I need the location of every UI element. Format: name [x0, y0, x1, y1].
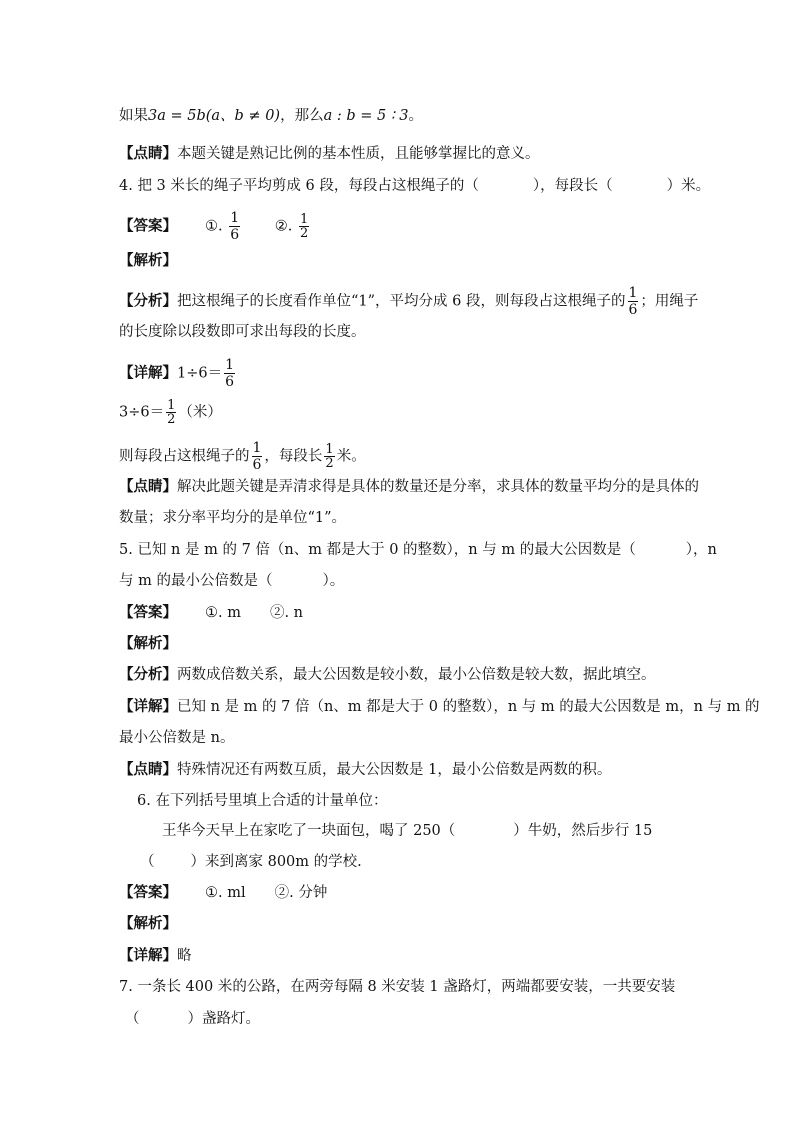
text: ；用绳子 — [640, 293, 699, 310]
text: 两数成倍数关系，最大公因数是较小数，最小公倍数是较大数，据此填空。 — [177, 667, 656, 683]
numerator: 1 — [299, 212, 309, 227]
denominator: 6 — [628, 302, 638, 318]
section-tag: 【点睛】 — [119, 478, 177, 495]
fraction — [299, 213, 309, 240]
dianjing-line — [119, 143, 540, 165]
numerator: 1 — [167, 398, 176, 413]
dianjing-4-cont — [119, 507, 346, 529]
fraction — [224, 357, 235, 390]
text: ，那么 — [280, 108, 324, 124]
question-6-cont — [140, 851, 362, 873]
text: （ — [140, 854, 155, 870]
question-6 — [137, 790, 387, 812]
text: 本题关键是熟记比例的基本性质，且能够掌握比的意义。 — [177, 146, 540, 162]
text: ），n — [685, 542, 717, 558]
answer-6 — [119, 882, 327, 904]
text: ）盏路灯。 — [187, 1011, 260, 1027]
xiangjie-6 — [119, 945, 192, 967]
numerator: 1 — [225, 357, 235, 373]
denominator: 2 — [299, 226, 309, 241]
xiangjie-5 — [119, 696, 760, 718]
section-tag: 【答案】 — [119, 884, 177, 901]
text: 最小公倍数是 n。 — [119, 730, 235, 746]
section-tag: 【详解】 — [119, 947, 177, 964]
section-tag: 【分析】 — [119, 292, 177, 310]
fraction — [324, 443, 334, 470]
jiexi-6 — [119, 913, 177, 935]
question-6-body — [162, 820, 652, 842]
numerator: 1 — [325, 442, 334, 457]
xiangjie-4-1 — [119, 357, 237, 390]
denominator: 6 — [225, 374, 235, 390]
text: 特殊情况还有两数互质，最大公因数是 1，最小公倍数是两数的积。 — [177, 762, 612, 778]
question-5-cont — [119, 570, 344, 592]
text: 米。 — [336, 448, 366, 465]
jiexi-line — [119, 250, 177, 272]
text: 把这根绳子的长度看作单位“1”，平均分成 6 段，则每段占这根绳子的 — [177, 293, 626, 310]
text: （米） — [178, 404, 222, 421]
text: ），每段长（ — [532, 178, 613, 194]
text: （ — [125, 1011, 140, 1027]
section-tag: 【点睛】 — [119, 761, 177, 778]
text: ，每段长 — [264, 448, 323, 465]
section-tag: 【解析】 — [119, 252, 177, 269]
answer-4 — [119, 210, 311, 243]
denominator: 6 — [252, 457, 262, 473]
denominator: 6 — [230, 227, 240, 243]
question-5 — [119, 539, 717, 561]
text: ）。 — [322, 573, 345, 589]
section-tag: 【解析】 — [119, 915, 177, 932]
ratio-conclusion-line — [119, 105, 423, 127]
answer-5 — [119, 602, 303, 624]
denominator: 2 — [325, 456, 334, 471]
question-7 — [119, 976, 675, 998]
text: 5. 已知 n 是 m 的 7 倍（n、m 都是大于 0 的整数），n 与 m 的最大公因数是（ — [119, 542, 636, 558]
text: 与 m 的最小公倍数是（ — [119, 573, 273, 589]
text: 略 — [177, 948, 192, 964]
denominator: 2 — [167, 412, 176, 427]
text: 3÷6＝ — [119, 404, 165, 421]
section-tag: 【答案】 — [119, 604, 177, 621]
text: ②. — [274, 218, 293, 235]
text: ）牛奶，然后步行 15 — [513, 823, 653, 839]
xiangjie-4-2 — [119, 399, 222, 426]
equation: a : b = 5 ∶ 3 — [323, 108, 409, 124]
text: 已知 n 是 m 的 7 倍（n、m 都是大于 0 的整数），n 与 m 的最大公因数是 m，n 与 m 的 — [177, 699, 760, 715]
fenxi-4 — [119, 285, 698, 318]
fraction — [166, 399, 176, 426]
text: 4. 把 3 米长的绳子平均剪成 6 段，每段占这根绳子的（ — [119, 178, 479, 194]
text: 则每段占这根绳子的 — [119, 448, 250, 465]
text: ）来到离家 800m 的学校. — [190, 854, 362, 870]
section-tag: 【详解】 — [119, 364, 177, 382]
text: 的长度除以段数即可求出每段的长度。 — [119, 324, 366, 340]
text: 。 — [408, 108, 423, 124]
text: ）米。 — [666, 178, 711, 194]
section-tag: 【解析】 — [119, 635, 177, 652]
text: 王华今天早上在家吃了一块面包，喝了 250（ — [162, 823, 456, 839]
fraction — [252, 440, 263, 473]
text: ①. — [205, 218, 223, 235]
text: ①. ml ②. 分钟 — [205, 885, 328, 901]
jiexi-5 — [119, 633, 177, 655]
numerator: 1 — [628, 285, 638, 301]
fraction — [229, 210, 240, 243]
section-tag: 【详解】 — [119, 698, 177, 715]
text: 7. 一条长 400 米的公路，在两旁每隔 8 米安装 1 盏路灯，两端都要安装，一共要安装 — [119, 979, 676, 995]
fenxi-5 — [119, 664, 656, 686]
xiangjie-5-cont — [119, 727, 234, 749]
numerator: 1 — [230, 210, 240, 226]
text: 1÷6＝ — [177, 365, 223, 382]
equation: 3a = 5b(a、b ≠ 0) — [148, 108, 281, 124]
section-tag: 【分析】 — [119, 666, 177, 683]
text: 6. 在下列括号里填上合适的计量单位： — [137, 793, 388, 809]
question-7-cont — [125, 1008, 260, 1030]
fraction — [628, 285, 639, 318]
text: 如果 — [119, 108, 148, 124]
section-tag: 【点睛】 — [119, 145, 177, 162]
numerator: 1 — [252, 440, 262, 456]
fenxi-4-cont — [119, 321, 366, 343]
dianjing-4 — [119, 476, 699, 498]
question-4 — [119, 175, 710, 197]
text: ①. m ②. n — [205, 605, 304, 621]
xiangjie-4-3 — [119, 440, 366, 473]
section-tag: 【答案】 — [119, 217, 177, 235]
dianjing-5 — [119, 759, 611, 781]
text: 解决此题关键是弄清求得是具体的数量还是分率，求具体的数量平均分的是具体的 — [177, 479, 699, 495]
text: 数量；求分率平均分的是单位“1”。 — [119, 510, 347, 526]
